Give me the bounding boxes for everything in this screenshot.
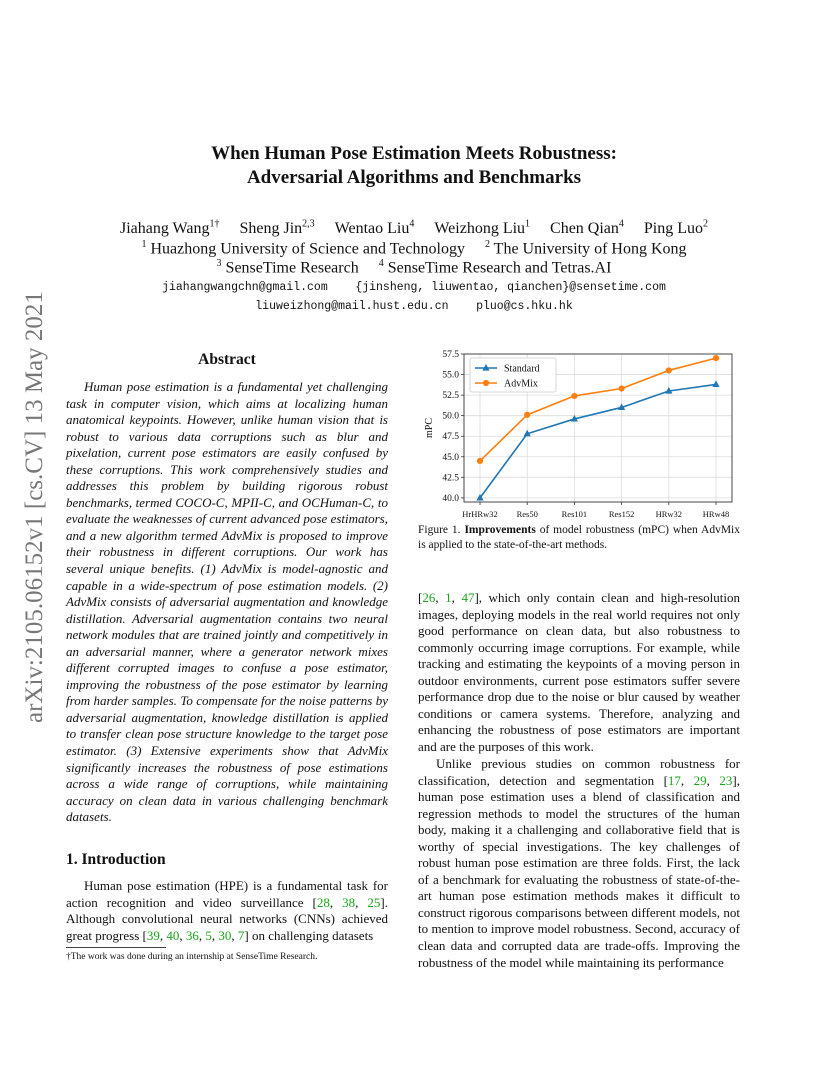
paper-title-line2: Adversarial Algorithms and Benchmarks bbox=[246, 167, 582, 188]
x-tick-label: Res50 bbox=[516, 509, 538, 519]
data-point-advmix bbox=[713, 355, 719, 361]
author: Sheng Jin$^{2,3}$ bbox=[239, 219, 315, 238]
figure1-chart bbox=[418, 348, 740, 524]
citation-link[interactable]: 28 bbox=[316, 894, 330, 910]
paper-title-line1: When Human Pose Estimation Meets Robustness: bbox=[211, 143, 617, 164]
y-axis-label: mPC bbox=[424, 417, 435, 439]
author: Ping Luo$^2$ bbox=[643, 219, 709, 238]
x-tick-label: HRw32 bbox=[655, 509, 683, 519]
legend-marker bbox=[483, 380, 489, 386]
y-tick-label: 50.0 bbox=[442, 411, 459, 422]
emails-line2: liuweizhong@mail.hust.edu.cn pluo@cs.hku.hk bbox=[255, 300, 573, 313]
footnote: †The work was done during an internship at SenseTime Research. bbox=[66, 952, 318, 962]
citation-link[interactable]: 25 bbox=[367, 894, 381, 910]
data-point-standard bbox=[712, 380, 719, 387]
affiliations-line1: $^1$ Huazhong University of Science and Technology $^2$ The University of Hong Kong bbox=[141, 239, 687, 258]
footnote-rule bbox=[66, 947, 166, 948]
data-point-advmix bbox=[619, 385, 625, 391]
y-tick-label: 40.0 bbox=[442, 493, 459, 504]
authors bbox=[0, 219, 828, 238]
y-tick-label: 55.0 bbox=[442, 370, 459, 381]
right-column-paragraph2: Unlike previous studies on common robustness for classification, detection and segmentation [17, 29, 23], human pose estimation uses a blend of classification and regression methods to model the structures of the human body, making it a challenging and collaborative field that is worthy of special investigations. The key challenges of robust human pose estimation are three folds. First, the lack of a benchmark for evaluating the robustness of state-of-the-art human pose estimation methods makes it difficult to construct rigorous comparisons between different models, not to mention to improve model robustness. Second, accuracy of clean data and corrupted data are trade-offs. Improving the robustness of the model while maintaining its performance bbox=[418, 756, 740, 970]
data-point-advmix bbox=[571, 393, 577, 399]
arxiv-stamp: arXiv:2105.06152v1 [cs.CV] 13 May 2021 bbox=[21, 291, 48, 723]
x-tick-label: HRw48 bbox=[702, 509, 730, 519]
citation-link[interactable]: 7 bbox=[237, 927, 245, 943]
citation-link[interactable]: 40 bbox=[166, 927, 180, 943]
y-tick-label: 42.5 bbox=[442, 473, 459, 484]
citation-link[interactable]: 30 bbox=[218, 927, 232, 943]
citation-link[interactable]: 26 bbox=[422, 590, 436, 605]
citation-link[interactable]: 36 bbox=[185, 927, 199, 943]
x-tick-label: Res152 bbox=[608, 509, 635, 519]
legend-label: AdvMix bbox=[504, 378, 538, 390]
data-point-advmix bbox=[524, 412, 530, 418]
citation-link[interactable]: 47 bbox=[461, 590, 475, 605]
y-tick-label: 57.5 bbox=[442, 350, 459, 360]
x-tick-label: Res101 bbox=[561, 509, 588, 519]
citation-link[interactable]: 5 bbox=[205, 927, 212, 943]
right-column-paragraph1: [26, 1, 47], which only contain clean and high-resolution images, deploying models in the real world requires not only good performance on clean data, but also robustness to commonly occurring image corruptions. For example, while tracking and estimating the keypoints of a moving person in outdoor environments, current pose estimators suffer severe performance drop due to the noise or blur caused by weather conditions or camera systems. Therefore, analyzing and enhancing the robustness of pose estimators are important and are the purposes of this work. bbox=[418, 590, 741, 754]
y-tick-label: 47.5 bbox=[442, 432, 459, 443]
abstract-body bbox=[66, 379, 388, 826]
citation-link[interactable]: 39 bbox=[146, 927, 160, 943]
figure1-caption: Figure 1. Improvements of model robustness (mPC) when AdvMix is applied to the state-of-the-art methods. bbox=[418, 524, 740, 551]
author: Wentao Liu$^4$ bbox=[334, 219, 415, 238]
citation-link[interactable]: 23 bbox=[719, 772, 733, 788]
citation-link[interactable]: 17 bbox=[667, 772, 681, 788]
abstract-text: Human pose estimation is a fundamental yet challenging task in computer vision, which aims at localizing human anatomical keypoints. However, unlike human vision that is robust to various data corruptions such as blur and pixelation, current pose estimators are easily confused by these corruptions. This work comprehensively studies and addresses this problem by building rigorous robust benchmarks, termed COCO-C, MPII-C, and OCHuman-C, to evaluate the weaknesses of current advanced pose estimators, and a new algorithm termed AdvMix is proposed to improve their robustness in different corruptions. Our work has several unique benefits. (1) AdvMix is model-agnostic and capable in a wide-spectrum of pose estimation models. (2) AdvMix consists of adversarial augmentation and knowledge distillation. Adversarial augmentation contains two neural network modules that are trained jointly and competitively in an adversarial manner, where a generator network mixes different corrupted images to confuse a pose estimator, improving the robustness of the pose estimator by learning from harder samples. To compensate for the noise patterns by adversarial augmentation, knowledge distillation is applied to transfer clean pose structure knowledge to the target pose estimator. (3) Extensive experiments show that AdvMix significantly increases the robustness of pose estimations across a wide range of corruptions, while maintaining accuracy on clean data in various challenging benchmark datasets. bbox=[66, 379, 388, 825]
emails-line1: jiahangwangchn@gmail.com {jinsheng, liuwentao, qianchen}@sensetime.com bbox=[162, 281, 666, 294]
y-tick-label: 52.5 bbox=[442, 391, 459, 402]
citation-link[interactable]: 38 bbox=[342, 894, 356, 910]
series-line-standard bbox=[480, 384, 716, 497]
citation-link[interactable]: 29 bbox=[693, 772, 707, 788]
data-point-advmix bbox=[666, 367, 672, 373]
x-tick-label: HrHRw32 bbox=[462, 509, 498, 519]
author: Jiahang Wang$^{1\dagger}$ bbox=[119, 219, 220, 238]
affiliations-line2: $^3$ SenseTime Research $^4$ SenseTime Research and Tetras.AI bbox=[216, 258, 612, 277]
intro-paragraph: Human pose estimation (HPE) is a fundamental task for action recognition and video surveillance [28, 38, 25]. Although convolutional neural networks (CNNs) achieved great progress [39, 40, 36, 5, 30, 7] on challenging datasets bbox=[66, 878, 389, 943]
y-tick-label: 45.0 bbox=[442, 452, 459, 463]
legend-label: Standard bbox=[504, 363, 540, 375]
citation-link[interactable]: 1 bbox=[445, 590, 452, 605]
abstract-heading: Abstract bbox=[198, 351, 256, 368]
data-point-advmix bbox=[477, 458, 483, 464]
author: Chen Qian$^4$ bbox=[550, 219, 624, 238]
introduction-heading: 1. Introduction bbox=[66, 851, 166, 868]
author: Weizhong Liu$^1$ bbox=[434, 219, 531, 238]
